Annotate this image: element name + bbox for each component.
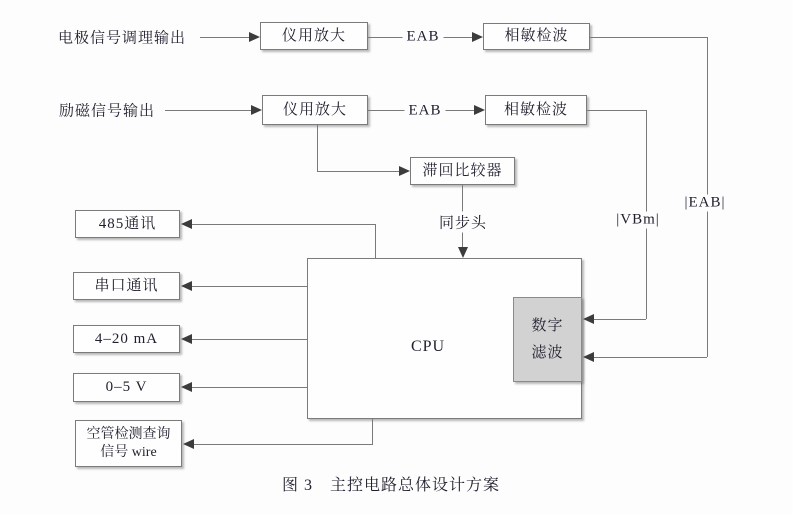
node-label: 串口通讯 [94,277,159,294]
arrowhead-right-icon [251,105,262,115]
node-label: 仪用放大 [281,27,346,44]
node-label: 仪用放大 [282,101,347,118]
node-label: 相敏检波 [504,28,569,45]
line-vbm-to-filter [593,319,646,320]
line-cpu-to-485 [192,224,376,225]
node-label: 485通讯 [98,215,157,232]
arrowhead-left-icon [181,382,192,392]
edge-label-sync: 同步头 [435,212,491,233]
node-4-20ma-output [73,325,180,353]
arrowhead-right-icon [249,32,260,42]
line-cpu-to-pipe [194,444,373,445]
node-phase-sensitive-detector-1 [483,23,590,50]
cpu-label: CPU [410,338,446,355]
line-psd2-out [587,110,647,111]
arrowhead-down-icon [458,247,468,258]
arrowhead-right-icon [399,166,410,176]
arrowhead-left-icon [181,219,192,229]
node-empty-pipe-detect [75,420,182,467]
line-amp2-branch-down [317,125,318,172]
edge-label-eab1: EAB [403,29,444,46]
node-label: 4–20 mA [94,330,159,347]
label-excitation-signal-output: 励磁信号输出 [58,103,156,120]
arrowhead-left-icon [183,439,194,449]
node-label: 0–5 V [105,379,148,396]
node-0-5v-output [73,373,180,402]
node-hysteresis-comparator [410,157,515,185]
line-psd1-out [590,37,708,38]
arrowhead-left-icon [181,281,192,291]
figure-caption: 图 3 主控电路总体设计方案 [281,477,501,494]
edge-label-eab-abs: |EAB| [680,195,729,212]
arrowhead-left-icon [583,352,594,362]
label-electrode-signal-output: 电极信号调理输出 [57,30,187,47]
line-excitation-to-amp2 [165,110,251,111]
node-phase-sensitive-detector-2 [485,95,587,125]
line-cpu-to-serial [192,286,307,287]
line-eab-to-filter [593,357,707,358]
line-cpu-to-4-20ma [192,339,307,340]
arrowhead-left-icon [181,334,192,344]
node-label: 滞回比较器 [422,162,503,179]
node-digital-filter [513,297,582,382]
arrowhead-right-icon [474,105,485,115]
node-label-line1: 空管检测查询 [86,427,171,442]
node-485-comm [75,210,180,238]
node-label: 相敏检波 [503,101,568,118]
line-cpu-to-pipe-vertical [372,419,373,444]
node-label-line2: 滤波 [531,344,564,361]
edge-label-eab2: EAB [405,103,446,120]
line-electrode-to-amp1 [200,37,250,38]
node-serial-comm [73,272,180,300]
edge-label-vbm-abs: |VBm| [612,212,664,229]
node-instrument-amplifier-1 [260,22,368,50]
line-branch-to-hysteresis [317,171,400,172]
arrowhead-right-icon [472,32,483,42]
arrowhead-left-icon [583,314,594,324]
node-label-line1: 数字 [531,317,564,334]
line-cpu-to-0-5v [192,387,307,388]
line-cpu-to-485-vertical [375,224,376,258]
node-label-line2: 信号 wire [100,444,157,460]
node-instrument-amplifier-2 [262,95,368,125]
